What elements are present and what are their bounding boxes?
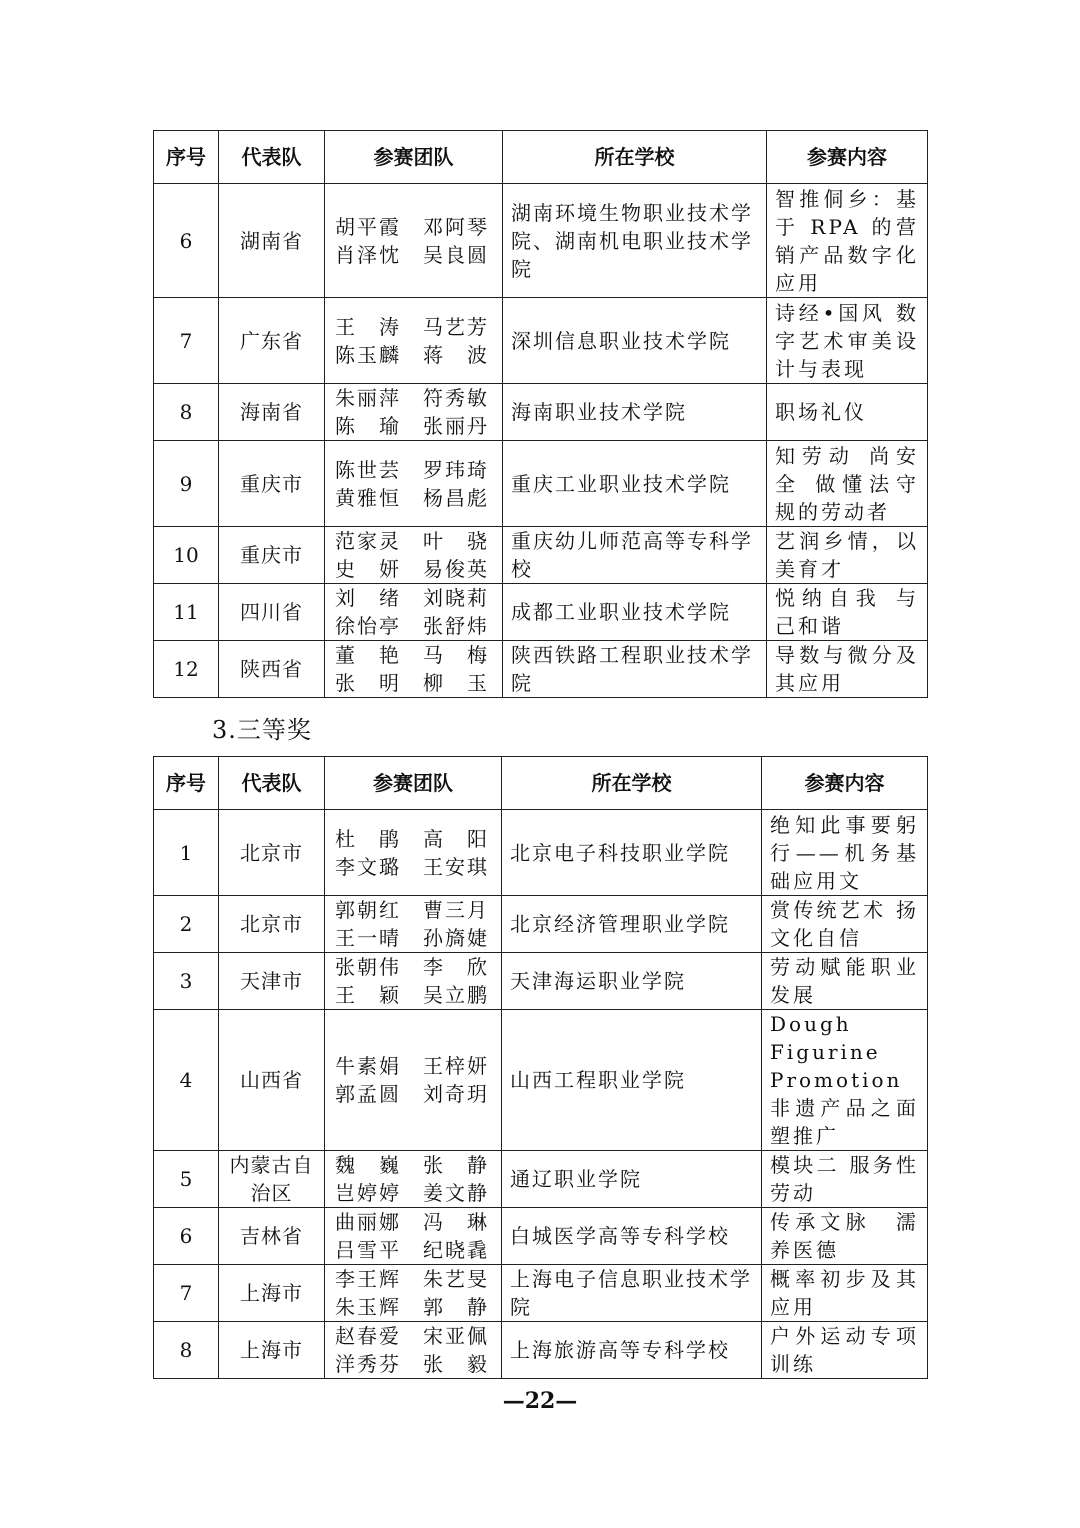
row-content: 导数与微分及其应用 — [767, 641, 928, 698]
row-team-members — [325, 1265, 502, 1322]
row-content: 模块二 服务性劳动 — [762, 1151, 928, 1208]
team-member-line: 郭朝红 曹三月 — [335, 898, 489, 922]
row-province: 山西省 — [219, 1010, 325, 1151]
row-province: 海南省 — [219, 384, 325, 441]
table-row — [154, 896, 928, 953]
row-school: 海南职业技术学院 — [503, 384, 767, 441]
header-number: 序号 — [154, 757, 219, 810]
table-row — [154, 953, 928, 1010]
table-row — [154, 384, 928, 441]
team-member-line: 范家灵 叶 骁 — [335, 529, 489, 553]
row-school: 成都工业职业技术学院 — [503, 584, 767, 641]
row-province: 上海市 — [219, 1265, 325, 1322]
row-number: 4 — [154, 1010, 219, 1151]
header-number: 序号 — [154, 131, 219, 184]
row-team-members — [325, 298, 503, 384]
table-row — [154, 641, 928, 698]
row-number: 5 — [154, 1151, 219, 1208]
header-team-province: 代表队 — [219, 131, 325, 184]
row-content: 知劳动 尚安全 做懂法守规的劳动者 — [767, 441, 928, 527]
team-member-line: 王 颖 吴立鹏 — [335, 983, 489, 1007]
row-school: 陕西铁路工程职业技术学院 — [503, 641, 767, 698]
row-team-members — [325, 441, 503, 527]
table-row — [154, 1208, 928, 1265]
row-school: 天津海运职业学院 — [502, 953, 762, 1010]
team-member-line: 曲丽娜 冯 琳 — [335, 1210, 489, 1234]
row-content: 传承文脉 濡养医德 — [762, 1208, 928, 1265]
table-row — [154, 1265, 928, 1322]
table-row — [154, 441, 928, 527]
row-school: 北京电子科技职业学院 — [502, 810, 762, 896]
row-content: 诗经•国风 数字艺术审美设计与表现 — [767, 298, 928, 384]
header-team-members: 参赛团队 — [325, 131, 503, 184]
table-header-row — [154, 131, 928, 184]
row-number: 10 — [154, 527, 219, 584]
row-province: 重庆市 — [219, 527, 325, 584]
team-member-line: 肖泽忱 吴良圆 — [335, 242, 489, 267]
team-member-line: 朱丽萍 符秀敏 — [335, 386, 489, 410]
row-province: 内蒙古自治区 — [219, 1151, 325, 1208]
team-member-line: 牛素娟 王梓妍 — [335, 1054, 489, 1078]
table-header-row — [154, 757, 928, 810]
team-member-line: 杜 鹃 高 阳 — [335, 826, 489, 851]
team-member-line: 黄雅恒 杨昌彪 — [335, 485, 489, 510]
row-team-members — [325, 527, 503, 584]
row-content: 艺润乡情，以美育才 — [767, 527, 928, 584]
row-school: 深圳信息职业技术学院 — [503, 298, 767, 384]
table-row — [154, 1010, 928, 1151]
team-member-line: 岂婷婷 姜文静 — [335, 1181, 489, 1205]
row-number: 9 — [154, 441, 219, 527]
row-school: 山西工程职业学院 — [502, 1010, 762, 1151]
header-team-members: 参赛团队 — [325, 757, 502, 810]
team-member-line: 陈 瑜 张丽丹 — [335, 414, 489, 438]
team-member-line: 王 涛 马艺芳 — [335, 314, 489, 339]
award-table-second-prize — [153, 130, 928, 698]
team-member-line: 王一晴 孙旖婕 — [335, 926, 489, 950]
team-member-line: 赵春爱 宋亚佩 — [335, 1324, 489, 1348]
header-content: 参赛内容 — [762, 757, 928, 810]
team-member-line: 吕雪平 纪晓毳 — [335, 1238, 489, 1262]
row-content: 智推侗乡：基于 RPA 的营销产品数字化应用 — [767, 184, 928, 298]
row-school: 北京经济管理职业学院 — [502, 896, 762, 953]
row-content: 职场礼仪 — [767, 384, 928, 441]
table-row — [154, 810, 928, 896]
row-team-members — [325, 896, 502, 953]
team-member-line: 洋秀芬 张 毅 — [335, 1352, 489, 1376]
table-row — [154, 184, 928, 298]
team-member-line: 陈玉麟 蒋 波 — [335, 342, 489, 367]
row-province: 吉林省 — [219, 1208, 325, 1265]
row-content: 劳动赋能职业发展 — [762, 953, 928, 1010]
page-number: —22— — [502, 1388, 578, 1414]
row-number: 1 — [154, 810, 219, 896]
row-content: 概率初步及其应用 — [762, 1265, 928, 1322]
table-row — [154, 584, 928, 641]
row-content: 户外运动专项训练 — [762, 1322, 928, 1379]
row-school: 重庆幼儿师范高等专科学校 — [503, 527, 767, 584]
row-province: 天津市 — [219, 953, 325, 1010]
team-member-line: 朱玉辉 郭 静 — [335, 1295, 489, 1319]
row-number: 11 — [154, 584, 219, 641]
team-member-line: 李文璐 王安琪 — [335, 854, 489, 879]
row-number: 7 — [154, 1265, 219, 1322]
table-body — [154, 810, 928, 1379]
row-school: 通辽职业学院 — [502, 1151, 762, 1208]
team-member-line: 陈世芸 罗玮琦 — [335, 457, 489, 482]
row-province: 四川省 — [219, 584, 325, 641]
row-school: 湖南环境生物职业技术学院、湖南机电职业技术学院 — [503, 184, 767, 298]
row-province: 北京市 — [219, 896, 325, 953]
row-number: 3 — [154, 953, 219, 1010]
row-province: 上海市 — [219, 1322, 325, 1379]
row-number: 2 — [154, 896, 219, 953]
row-number: 6 — [154, 1208, 219, 1265]
row-province: 广东省 — [219, 298, 325, 384]
team-member-line: 郭孟圆 刘奇玥 — [335, 1082, 489, 1106]
table-row — [154, 527, 928, 584]
row-team-members — [325, 184, 503, 298]
award-table-third-prize — [153, 756, 928, 1379]
row-number: 8 — [154, 1322, 219, 1379]
team-member-line: 刘 绪 刘晓莉 — [335, 586, 489, 610]
row-number: 8 — [154, 384, 219, 441]
row-number: 12 — [154, 641, 219, 698]
row-province: 湖南省 — [219, 184, 325, 298]
row-number: 6 — [154, 184, 219, 298]
team-member-line: 李王辉 朱艺旻 — [335, 1267, 489, 1291]
header-team-province: 代表队 — [219, 757, 325, 810]
row-school: 白城医学高等专科学校 — [502, 1208, 762, 1265]
row-school: 上海电子信息职业技术学院 — [502, 1265, 762, 1322]
row-team-members — [325, 384, 503, 441]
row-team-members — [325, 641, 503, 698]
row-content: 悦纳自我 与己和谐 — [767, 584, 928, 641]
row-content: 赏传统艺术 扬文化自信 — [762, 896, 928, 953]
header-content: 参赛内容 — [767, 131, 928, 184]
table-row — [154, 298, 928, 384]
team-member-line: 董 艳 马 梅 — [335, 643, 489, 667]
header-school: 所在学校 — [502, 757, 762, 810]
row-team-members — [325, 810, 502, 896]
row-content: Dough Figurine Promotion 非遗产品之面塑推广 — [762, 1010, 928, 1151]
team-member-line: 张朝伟 李 欣 — [335, 955, 489, 979]
table-body — [154, 184, 928, 698]
row-team-members — [325, 584, 503, 641]
row-team-members — [325, 1322, 502, 1379]
team-member-line: 胡平霞 邓阿琴 — [335, 214, 489, 239]
team-member-line: 史 妍 易俊英 — [335, 557, 489, 581]
row-school: 上海旅游高等专科学校 — [502, 1322, 762, 1379]
table-row — [154, 1151, 928, 1208]
team-member-line: 魏 巍 张 静 — [335, 1153, 489, 1177]
team-member-line: 徐怡亭 张舒炜 — [335, 614, 489, 638]
row-province: 重庆市 — [219, 441, 325, 527]
team-member-line: 张 明 柳 玉 — [335, 671, 489, 695]
row-team-members — [325, 1208, 502, 1265]
row-team-members — [325, 1151, 502, 1208]
header-school: 所在学校 — [503, 131, 767, 184]
row-content: 绝知此事要躬行——机务基础应用文 — [762, 810, 928, 896]
table-row — [154, 1322, 928, 1379]
section-heading-third-prize: 3.三等奖 — [212, 716, 312, 744]
row-province: 北京市 — [219, 810, 325, 896]
row-team-members — [325, 953, 502, 1010]
row-number: 7 — [154, 298, 219, 384]
row-team-members — [325, 1010, 502, 1151]
row-province: 陕西省 — [219, 641, 325, 698]
row-school: 重庆工业职业技术学院 — [503, 441, 767, 527]
